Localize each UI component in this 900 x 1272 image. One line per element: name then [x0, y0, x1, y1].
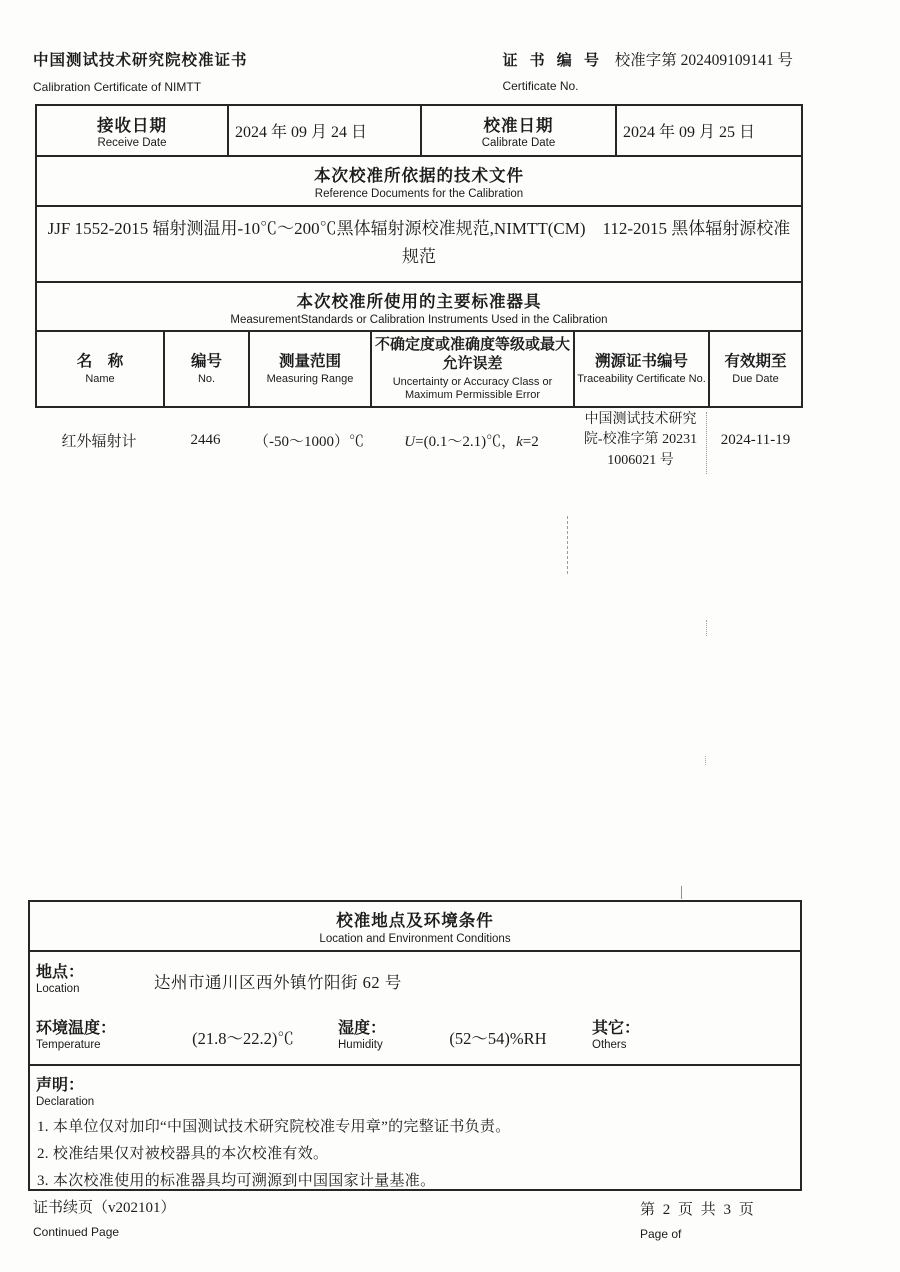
column-header-due: [710, 332, 801, 406]
column-header-name: [37, 332, 165, 406]
scan-artifact: [681, 886, 682, 899]
declaration-item-3: 3. 本次校准使用的标准器具均可溯源到中国国家计量基准。: [37, 1173, 436, 1189]
uncertainty-k-symbol: k: [516, 433, 523, 450]
uncertainty-k-value: =2: [522, 433, 539, 450]
uncertainty-u-symbol: U: [404, 433, 416, 450]
receive-date-value: 2024 年 09 月 24 日: [229, 106, 422, 155]
institute-title-zh: 中国测试技术研究院校准证书: [33, 52, 248, 69]
scan-artifact: [705, 756, 706, 765]
certificate-number-line: [502, 48, 793, 70]
receive-date-label-cell: [37, 106, 229, 155]
location-title-en: Location and Environment Conditions: [319, 933, 511, 945]
location-row: [30, 952, 800, 1009]
receive-date-label-zh: 接收日期: [97, 117, 167, 135]
standards-table-header: [35, 330, 803, 408]
others-label-zh: 其它：: [592, 1020, 641, 1037]
document-header: [33, 48, 793, 94]
page-number-en: Page of: [640, 1227, 682, 1241]
declaration-label-en: Declaration: [36, 1096, 95, 1108]
temperature-label: [36, 1015, 148, 1064]
environment-row: [30, 1009, 800, 1066]
traceability-line-1: 中国测试技术研究: [584, 412, 697, 427]
others-label: [592, 1015, 640, 1064]
header-right: [502, 48, 793, 94]
reference-title-en: Reference Documents for the Calibration: [314, 188, 524, 200]
location-title-zh: 校准地点及环境条件: [336, 912, 494, 930]
column-header-no: [165, 332, 250, 406]
temperature-label-en: Temperature: [36, 1039, 101, 1051]
instrument-uncertainty: [370, 430, 573, 451]
location-label-zh: 地点：: [36, 964, 85, 981]
column-header-uncertainty: [372, 332, 575, 406]
column-name-en: Name: [85, 373, 115, 386]
instrument-no: 2446: [190, 431, 221, 448]
continued-page-zh: 证书续页（v202101）: [33, 1200, 176, 1216]
footer-right: [640, 1198, 756, 1241]
continued-page-en: Continued Page: [33, 1225, 120, 1239]
calibrate-date-label-zh: 校准日期: [483, 117, 554, 135]
standards-section-title: [35, 281, 803, 332]
dates-table: [35, 104, 803, 157]
reference-section-title: [35, 155, 803, 207]
reference-title-zh: 本次校准所依据的技术文件: [314, 167, 524, 185]
declaration-items: [36, 1114, 800, 1195]
standards-table-row: [35, 410, 803, 471]
declaration-label: [36, 1072, 800, 1108]
certificate-number-label-zh: 证 书 编 号: [502, 52, 603, 69]
standards-title-zh: 本次校准所使用的主要标准器具: [296, 293, 542, 311]
humidity-value: (52～54)%RH: [449, 1029, 547, 1048]
others-label-en: Others: [592, 1039, 627, 1051]
instrument-range: （-50～1000）℃: [254, 433, 364, 450]
certificate-number-value: 校准字第 202409109141 号: [614, 52, 793, 69]
humidity-label: [338, 1015, 418, 1064]
column-name-zh: 名 称: [76, 352, 124, 370]
humidity-label-en: Humidity: [338, 1039, 383, 1051]
column-traceability-zh: 溯源证书编号: [594, 352, 688, 370]
location-section-title: [30, 902, 800, 952]
header-left: [33, 48, 248, 94]
column-uncertainty-en: Uncertainty or Accuracy Class or Maximum Permissible Error: [392, 375, 553, 401]
traceability-line-2: 院-校准字第 20231: [583, 432, 698, 448]
column-range-en: Measuring Range: [266, 373, 354, 386]
standards-title-en: MeasurementStandards or Calibration Instruments Used in the Calibration: [230, 314, 608, 326]
column-header-range: [250, 332, 372, 406]
column-uncertainty-zh: 不确定度或准确度等级或最大允许误差: [374, 336, 570, 372]
location-environment-box: [28, 900, 802, 1191]
column-no-en: No.: [197, 373, 216, 386]
receive-date-label-en: Receive Date: [97, 137, 167, 149]
calibrate-date-label-en: Calibrate Date: [481, 137, 556, 149]
traceability-certificate-no: [573, 410, 708, 471]
location-value: 达州市通川区西外镇竹阳街 62 号: [154, 973, 402, 992]
scan-artifact: [567, 516, 568, 574]
location-label-en: Location: [36, 983, 80, 995]
certificate-number-label-en: Certificate No.: [502, 79, 579, 93]
traceability-line-3: 1006021 号: [607, 452, 674, 468]
declaration-item-1: 1. 本单位仅对加印“中国测试技术研究院校准专用章”的完整证书负责。: [37, 1119, 511, 1135]
declaration-item-2: 2. 校准结果仅对被校器具的本次校准有效。: [37, 1146, 329, 1162]
column-header-traceability: [575, 332, 710, 406]
column-range-zh: 测量范围: [278, 352, 341, 370]
scan-artifact: [706, 412, 707, 474]
column-no-zh: 编号: [190, 352, 222, 370]
column-traceability-en: Traceability Certificate No.: [577, 373, 706, 386]
humidity-label-zh: 湿度：: [338, 1020, 387, 1037]
temperature-value: (21.8～22.2)℃: [192, 1029, 294, 1048]
calibrate-date-value: 2024 年 09 月 25 日: [623, 124, 756, 141]
reference-documents-text: JJF 1552-2015 辐射测温用-10℃～200℃黑体辐射源校准规范,NIMTT(CM) 112-2015 黑体辐射源校准规范: [35, 205, 803, 283]
uncertainty-u-value: =(0.1～2.1)℃，: [415, 433, 517, 450]
scan-artifact: [706, 620, 707, 636]
instrument-name: 红外辐射计: [61, 433, 137, 450]
declaration-label-zh: 声明：: [36, 1077, 85, 1094]
column-due-en: Due Date: [732, 373, 779, 386]
location-label: [36, 959, 154, 1009]
institute-title-en: Calibration Certificate of NIMTT: [33, 80, 202, 94]
column-due-zh: 有效期至: [724, 352, 787, 370]
footer-left: [33, 1196, 176, 1239]
calibrate-date-label-cell: [422, 106, 617, 155]
declaration-section: [30, 1066, 800, 1195]
temperature-label-zh: 环境温度：: [36, 1020, 117, 1037]
page-number-zh: 第 2 页 共 3 页: [640, 1202, 756, 1218]
instrument-due-date: 2024-11-19: [720, 431, 791, 448]
